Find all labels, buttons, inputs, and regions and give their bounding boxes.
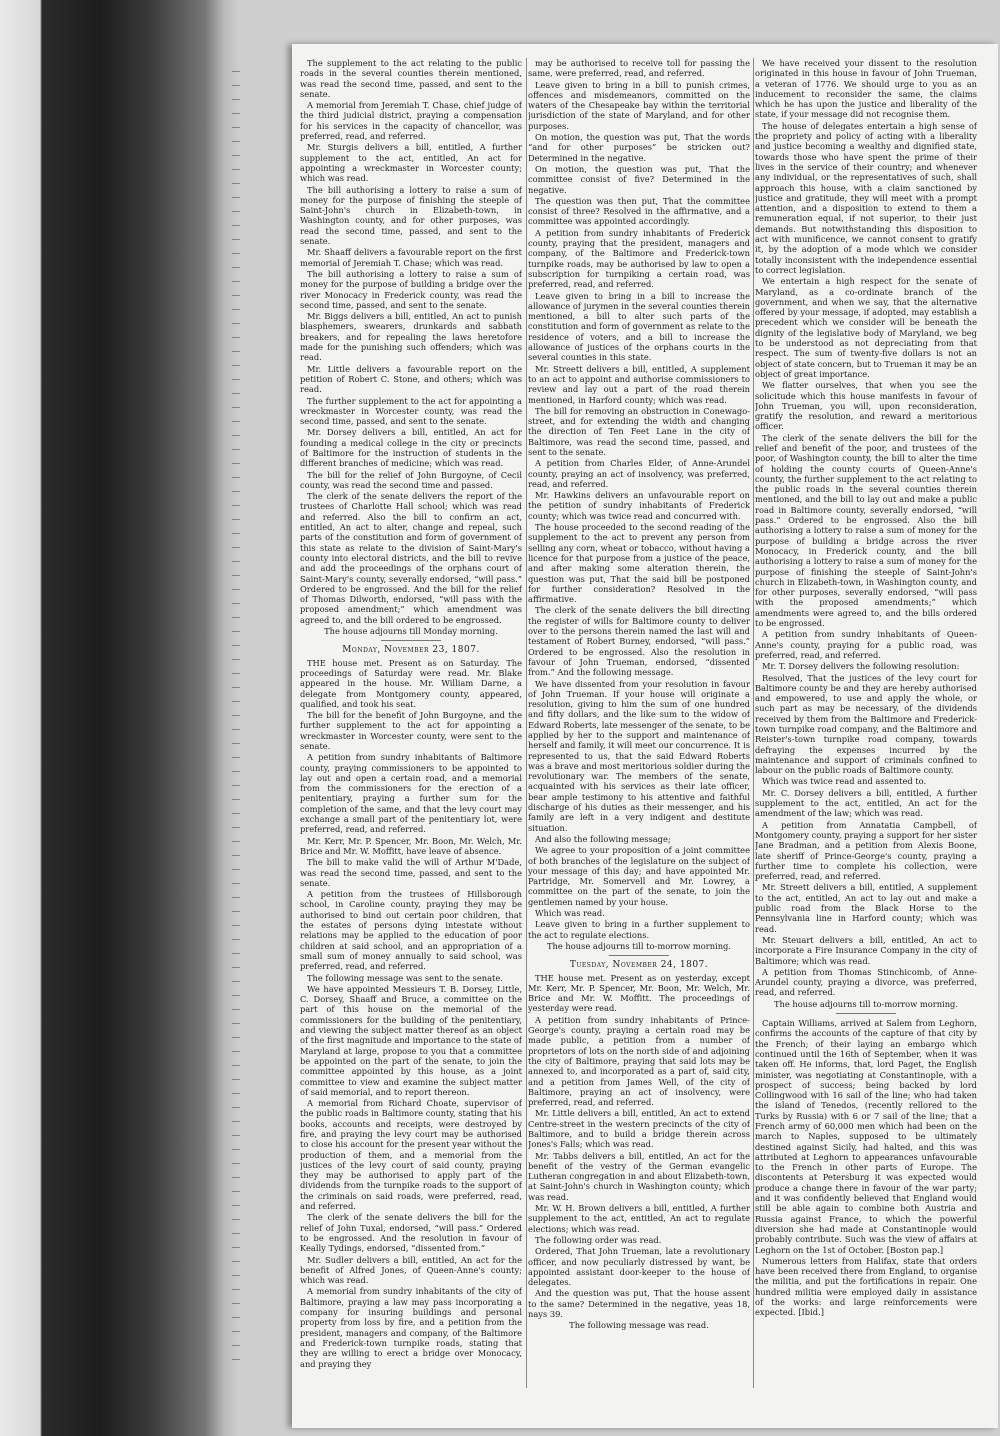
paragraph: The house proceeded to the second reading of the supplement to the act to prevent any person from selling any corn, wheat or tobacco, without having a licence for that purpose from a justice of the peace, and after making some alteration therein, the question was put, That the said bill be postponed for further consideration? Resolved in the affirmative. [528, 522, 750, 605]
paragraph: Leave given to bring in a bill to increase the allowance of jurymen in the several counties therein mentioned, a bill to alter such parts of the constitution and form of government as relate to the residence of voters, and a bill to increase the allowance of justices of the orphans courts in the several counties in this state. [528, 290, 750, 363]
paragraph: A petition from Charles Elder, of Anne-Arundel county, praying an act of insolvency, was preferred, read, and referred. [528, 458, 750, 489]
paragraph: The bill authorising a lottery to raise a sum of money for the purpose of building a bridge over the river Monocacy in Frederick county, was read the second time, passed, and sent to the senate. [300, 268, 522, 310]
paragraph: Leave given to bring in a further supplement to the act to regulate elections. [528, 919, 750, 940]
paragraph: A petition from sundry inhabitants of Prince-George's county, praying a certain road may be made public, a petition from a number of proprietors of lots on the north side of and adjoining the city of Baltimore, praying that said lots may be annexed to, and incorporated as a part of, said city, and a petition from James Well, of the city of Baltimore, praying an act of insolvency, were preferred, read, and referred. [528, 1014, 750, 1108]
paragraph: On motion, the question was put, That the committee consist of five? Determined in the negative. [528, 163, 750, 195]
paragraph: We have received your dissent to the resolution originated in this house in favour of John Trueman, a veteran of 1776. We should urge to you as an inducement to reconsider the same, the claims which he has upon the justice and liberality of the state, if your message did not recognise them. [755, 58, 977, 120]
adjournment-line: The house adjourns till to-morrow morning. [547, 940, 731, 951]
paragraph: The bill for removing an obstruction in Conewago-street, and for extending the width and changing the direction of Ten Feet Lane in the city of Baltimore, was read the second time, passed, and sent to the senate. [528, 405, 750, 457]
adjournment-line: The house adjourns till to-morrow morning. [774, 998, 958, 1009]
paragraph: A petition from sundry inhabitants of Baltimore county, praying commissioners to be appointed to lay out and open a certain road, and a memorial from the commissioners for the erection of a penitentiary, praying a further sum for the completion of the same, and that the levy court may exchange a small part of the penitentiary lot, were preferred, read, and referred. [300, 752, 522, 835]
paragraph: Mr. Biggs delivers a bill, entitled, An act to punish blasphemers, swearers, drunkards and sabbath breakers, and for repealing the laws heretofore made for the punishing such offenders; which was read. [300, 311, 522, 363]
binding-edge [232, 60, 240, 1360]
paragraph: A petition from Annatatia Campbell, of Montgomery county, praying a support for her sister Jane Bradman, and a petition from Alexis Boone, late sheriff of Prince-George's county, praying a further time to complete his collection, were preferred, read, and referred. [755, 819, 977, 882]
paragraph: A petition from sundry inhabitants of Frederick county, praying that the president, managers and company, of the Baltimore and Frederick-town turnpike roads, may be authorised by law to open a subscription for turnpiking a certain road, was preferred, read, and referred. [528, 227, 750, 290]
paragraph: A petition from sundry inhabitants of Queen-Anne's county, praying for a public road, was preferred, read, and referred. [755, 629, 977, 660]
column-3 [755, 58, 977, 1390]
date-heading: Tuesday, November 24, 1807. [569, 960, 709, 971]
paragraph: We flatter ourselves, that when you see the solicitude which this house manifests in favour of John Trueman, you will, upon reconsideration, gratify the resolution, and reward a meritorious officer. [755, 380, 977, 432]
paragraph: On motion, the question was put, That the words “and for other purposes” be stricken out? Determined in the negative. [528, 132, 750, 163]
paragraph: We have dissented from your resolution in favour of John Trueman. If your house will originate a resolution, giving to him the sum of one hundred and fifty dollars, and the like sum to the widow of Edward Roberts, late messenger of the senate, to be applied by her to the support and maintenance of herself and family, it will meet our concurrence. It is represented to us, that the said Edward Roberts was a brave and most meritorious soldier during the revolutionary war. The members of the senate, acquainted with his services as their late officer, bear ample testimony to his attentive and faithful discharge of his duties as their messenger, and his family are left in a very indigent and destitute situation. [528, 678, 750, 833]
paragraph: Mr. Sturgis delivers a bill, entitled, A further supplement to the act, entitled, An act for appointing a wreckmaster in Worcester county; which was read. [300, 142, 522, 184]
paragraph: A petition from Thomas Stinchicomb, of Anne-Arundel county, praying a divorce, was preferred, read, and referred. [755, 966, 977, 998]
paragraph: Mr. Streett delivers a bill, entitled, A supplement to the act, entitled, An act to lay out and make a public road from the Black Horse to the Pennsylvania line in Harford county; which was read. [755, 882, 977, 934]
paragraph: THE house met. Present as on yesterday, except Mr. Kerr, Mr. P. Spencer, Mr. Boon, Mr. Welch, Mr. Brice and Mr. W. Moffitt. The proceedings of yesterday were read. [528, 972, 750, 1014]
paragraph: The clerk of the senate delivers the bill for the relief and benefit of the poor, and trustees of the poor, of Washington county, the bill to alter the time of holding the county courts of Queen-Anne's county, the further supplement to the act relating to the public roads in the several counties therein mentioned, and the bill to lay out and make a public road in Baltimore county, severally endorsed, “will pass.” Ordered to be engrossed. Also the bill authorising a lottery to raise a sum of money for the purpose of building a bridge across the river Monocacy, in Frederick county, and the bill authorising a lottery to raise a sum of money for the purpose of finishing the steeple of Saint-John's church in Elizabeth-town, in Washington county, and for other purposes, severally endorsed, “will pass with the proposed amendments;” which amendments were agreed to, and the bills ordered to be engrossed. [755, 432, 977, 629]
paragraph: The question was then put, That the committee consist of three? Resolved in the affirmative, and a committee was appointed accordingly. [528, 195, 750, 227]
news-item: Captain Williams, arrived at Salem from Leghorn, confirms the accounts of the capture of that city by the French; of their laying an embargo which continued until the 16th of September, when it was taken off. He informs, that, lord Paget, the English minister, was negotiating at Constantinople, with a prospect of success; being backed by lord Collingwood with 16 sail of the line; who had taken the island of Tenedos, (recently rellored to the Turks by Russia) with 6 or 7 sail of the line; that a French army of 60,000 men which had been on the march to Naples, supposed to be ultimately destined against Sicily, had halted, and this was attributed at Leghorn to appearances unfavourable to the French in other parts of Europe. The discontents at Petersburg it was expected would produce a change there in favour of the war party; and it was confidently believed that England would still be able again to combine both Austria and Russia against France, to which the powerful diversion she had made at Constantinople would probably contribute. Such was the view of affairs at Leghorn on the 1st of October. [Boston pap.] [755, 1018, 977, 1255]
paragraph: Mr. Tabbs delivers a bill, entitled, An act for the benefit of the vestry of the German evangelic Lutheran congregation in and about Elizabeth-town, at Saint-John's church in Washington county; which was read. [528, 1150, 750, 1202]
divider [836, 1013, 896, 1014]
adjournment-line: The house adjourns till Monday morning. [324, 626, 498, 637]
paragraph: The clerk of the senate delivers the bill directing the register of wills for Baltimore county to deliver over to the persons therein named the last will and testament of Robert Burney, endorsed, “will pass.” Ordered to be engrossed. Also the resolution in favour of John Trueman, endorsed, “dissented from.” And the following message. [528, 605, 750, 678]
paragraph: Mr. Little delivers a bill, entitled, An act to extend Centre-street in the western precincts of the city of Baltimore, and to build a bridge therein across Jones's Falls; which was read. [528, 1108, 750, 1150]
paragraph: may be authorised to receive toll for passing the same, were preferred, read, and referred. [528, 58, 750, 79]
paragraph: Mr. Shaaff delivers a favourable report on the first memorial of Jeremiah T. Chase; which was read. [300, 247, 522, 268]
date-heading: Monday, November 23, 1807. [342, 645, 480, 656]
column-2 [528, 58, 750, 1390]
paragraph: Mr. Hawkins delivers an unfavourable report on the petition of sundry inhabitants of Frederick county; which was twice read and concurred with. [528, 490, 750, 521]
paragraph: The bill for the benefit of John Burgoyne, and the further supplement to the act for appointing a wreckmaster in Worcester county, were sent to the senate. [300, 710, 522, 751]
column-rule [753, 58, 754, 1388]
column-1 [300, 58, 522, 1390]
paragraph: Mr. Kerr, Mr. P. Spencer, Mr. Boon, Mr. Welch, Mr. Brice and Mr. W. Moffitt, have leave of absence. [300, 835, 522, 856]
paragraph: Which was read. [535, 908, 605, 919]
paragraph: The bill for the relief of John Burgoyne, of Cecil county, was read the second time and passed. [300, 469, 522, 490]
paragraph: Resolved, That the justices of the levy court for Baltimore county be and they are hereby authorised and empowered, to use and apply the whole, or such part as may be necessary, of the dividends received by them from the Baltimore and Frederick-town turnpike road company, and the Baltimore and Reister's-town turnpike road company, towards defraying the expenses incurred by the maintenance and support of criminals confined to labour on the public roads of Baltimore county. [755, 672, 977, 776]
paragraph: Mr. C. Dorsey delivers a bill, entitled, A further supplement to the act, entitled, An act for the amendment of the law; which was read. [755, 787, 977, 819]
paragraph: The following message was read. [569, 1320, 709, 1331]
paragraph: We entertain a high respect for the senate of Maryland, as a co-ordinate branch of the government, and when we say, that the alternative offered by your message, if adopted, may establish a precedent which we consider will be beneath the dignity of the legislative body of Maryland, we beg to be understood as not depreciating from that respect. The sum of twenty-five dollars is not an object of state concern, but to Trueman it may be an object of great importance. [755, 276, 977, 379]
paragraph: Mr. Dorsey delivers a bill, entitled, An act for founding a medical college in the city or precincts of Baltimore for the instruction of students in the different branches of medicine; which was read. [300, 427, 522, 469]
paragraph: A memorial from sundry inhabitants of the city of Baltimore, praying a law may pass incorporating a company for insuring buildings and personal property from loss by fire, and a petition from the president, managers and company, of the Baltimore and Frederick-town turnpike roads, stating that they are willing to erect a bridge over Monocacy, and praying they [300, 1286, 522, 1369]
paragraph: Mr. Little delivers a favourable report on the petition of Robert C. Stone, and others; which was read. [300, 363, 522, 395]
column-rule [526, 58, 527, 1388]
paragraph: A memorial from Richard Choate, supervisor of the public roads in Baltimore county, stating that his books, accounts and receipts, were destroyed by fire, and praying the levy court may be authorised to close his account for the present year without the production of them, and a memorial from the justices of the levy court of said county, praying they may be authorised to apply part of the dividends from the turnpike roads to the support of the criminals on said roads, were preferred, read, and referred. [300, 1098, 522, 1212]
paragraph: Mr. T. Dorsey delivers the following resolution: [762, 661, 960, 672]
paragraph: Leave given to bring in a bill to punish crimes, offences and misdemeanors, committed on the waters of the Chesapeake bay within the territorial jurisdiction of the state of Maryland, and for other purposes. [528, 79, 750, 131]
paragraph: The following message was sent to the senate. [307, 972, 503, 983]
news-item: Numerous letters from Halifax, state that orders have been received there from England, to organise the militia, and put the fortifications in repair. One hundred militia were employed daily in assistance of the works: and large reinforcements were expected. [Ibid.] [755, 1255, 977, 1318]
paragraph: The house of delegates entertain a high sense of the propriety and policy of acting with a liberality and justice becoming a wealthy and dignified state, towards those who have spent the prime of their lives in the service of their country; and whenever any individual, or the representatives of such, shall approach this house, with a claim sanctioned by justice and gratitude, they will meet with a prompt attention, and a disposition to extend to them a remuneration equal, if not superior, to their just demands. But notwithstanding this disposition to act with munificence, we cannot consent to gratify it, by the adoption of a mode which we consider totally inconsistent with the independence essential to correct legislation. [755, 120, 977, 275]
paragraph: Mr. Steuart delivers a bill, entitled, An act to incorporate a Fire Insurance Company in the city of Baltimore; which was read. [755, 934, 977, 966]
paragraph: And the question was put, That the house assent to the same? Determined in the negative, yeas 18, nays 39. [528, 1288, 750, 1320]
paragraph: The clerk of the senate delivers the report of the trustees of Charlotte Hall school; which was read and referred. Also the bill to confirm an act, entitled, An act to alter, change and repeal, such parts of the constitution and form of government of this state as relate to the division of Saint-Mary's county into electoral districts, and the bill to revive and add the proceedings of the orphans court of Saint-Mary's county, severally endorsed, “will pass.” Ordered to be engrossed. And the bill for the relief of Thomas Dilworth, endorsed, “will pass with the proposed amendment;” which amendment was agreed to, and the bill ordered to be engrossed. [300, 491, 522, 625]
paragraph: The bill to make valid the will of Arthur M'Dade, was read the second time, passed, and sent to the senate. [300, 857, 522, 888]
paragraph: The clerk of the senate delivers the bill for the relief of John Tuxal, endorsed, “will pass.” Ordered to be engrossed. And the resolution in favour of Keally Tydings, endorsed, “dissented from.” [300, 1212, 522, 1254]
paragraph: The bill authorising a lottery to raise a sum of money for the purpose of finishing the steeple of Saint-John's church in Elizabeth-town, in Washington county, and for other purposes, was read the second time, passed, and sent to the senate. [300, 184, 522, 247]
paragraph: And also the following message; [535, 833, 671, 844]
paragraph: Ordered, That John Trueman, late a revolutionary officer, and now peculiarly distressed by want, be appointed assistant door-keeper to the house of delegates. [528, 1246, 750, 1288]
paragraph: We agree to your proposition of a joint committee of both branches of the legislature on the subject of your message of this day; and have appointed Mr. Partridge, Mr. Somervell and Mr. Lowrey, a committee on the part of the senate, to join the gentlemen named by your house. [528, 845, 750, 907]
divider [381, 640, 441, 641]
paragraph: A memorial from Jeremiah T. Chase, chief judge of the third judicial district, praying a compensation for his services in the capacity of chancellor, was preferred, read, and referred. [300, 100, 522, 142]
divider [609, 955, 669, 956]
paragraph: The supplement to the act relating to the public roads in the several counties therein mentioned, was read the second time, passed, and sent to the senate. [300, 58, 522, 99]
paragraph: Mr. Sudler delivers a bill, entitled, An act for the benefit of Alfred Jones, of Queen-Anne's county; which was read. [300, 1254, 522, 1286]
paragraph: The following order was read. [535, 1234, 662, 1245]
paragraph: The further supplement to the act for appointing a wreckmaster in Worcester county, was read the second time, passed, and sent to the senate. [300, 395, 522, 427]
paragraph: We have appointed Messieurs T. B. Dorsey, Little, C. Dorsey, Shaaff and Bruce, a committee on the part of this house on the memorial of the commissioners for the building of the penitentiary, and viewing the subject matter thereof as an object of the first magnitude and importance to the state of Maryland at large, propose to you that a committee be appointed on the part of the senate, to join the committee appointed by this house, as a joint committee to view and examine the subject matter of said memorial, and to report thereon. [300, 983, 522, 1097]
paragraph: THE house met. Present as on Saturday. The proceedings of Saturday were read. Mr. Blake appeared in the house. Mr. William Darne, a delegate from Montgomery county, appeared, qualified, and took his seat. [300, 657, 522, 709]
paragraph: A petition from the trustees of Hillsborough school, in Caroline county, praying they may be authorised to bind out certain poor children, that the estates of persons dying intestate without relations may be applied to the education of poor children at said school, and an appropriation of a small sum of money annually to said school, was preferred, read, and referred. [300, 889, 522, 972]
paragraph: Mr. W. H. Brown delivers a bill, entitled, A further supplement to the act, entitled, An act to regulate elections; which was read. [528, 1203, 750, 1234]
paragraph: Mr. Streett delivers a bill, entitled, A supplement to an act to appoint and authorise commissioners to review and lay out a part of the road therein mentioned, in Harford county; which was read. [528, 363, 750, 405]
paragraph: Which was twice read and assented to. [762, 776, 927, 787]
